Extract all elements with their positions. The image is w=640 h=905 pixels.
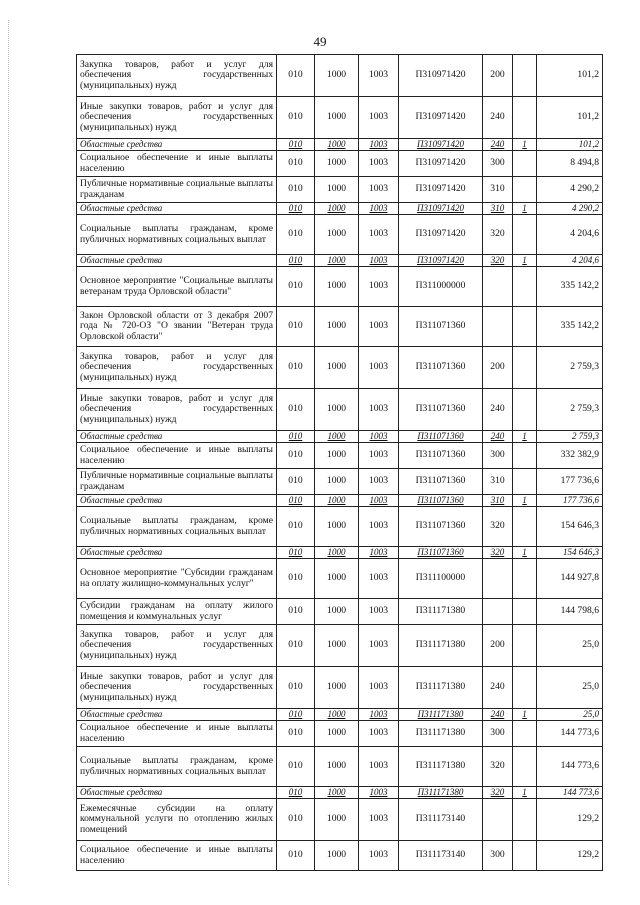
row-amount-cell: 2 759,3 bbox=[537, 347, 603, 389]
row-subsection-cell: 1003 bbox=[359, 151, 399, 177]
row-expense-type-cell: 310 bbox=[483, 495, 513, 507]
table-body bbox=[77, 55, 603, 871]
row-source-cell bbox=[513, 667, 537, 709]
row-amount-cell: 335 142,2 bbox=[537, 267, 603, 307]
row-section-cell: 1000 bbox=[315, 267, 359, 307]
row-amount-cell: 2 759,3 bbox=[537, 431, 603, 443]
row-section-cell: 1000 bbox=[315, 667, 359, 709]
row-name-cell: Ежемесячные субсидии на оплату коммунальной услуги по отоплению жилых помещений bbox=[77, 799, 277, 841]
row-source-cell bbox=[513, 215, 537, 255]
row-target-article-cell: П310971420 bbox=[399, 203, 483, 215]
row-section-cell: 1000 bbox=[315, 389, 359, 431]
row-expense-type-cell: 300 bbox=[483, 151, 513, 177]
row-expense-type-cell bbox=[483, 599, 513, 625]
row-section-cell: 1000 bbox=[315, 721, 359, 747]
row-grbs-cell: 010 bbox=[277, 151, 315, 177]
row-source-cell bbox=[513, 559, 537, 599]
row-source-cell bbox=[513, 347, 537, 389]
budget-table bbox=[76, 54, 603, 871]
row-name-cell: Социальное обеспечение и иные выплаты населению bbox=[77, 443, 277, 469]
row-name-cell: Социальное обеспечение и иные выплаты населению bbox=[77, 151, 277, 177]
row-name-cell: Социальное обеспечение и иные выплаты населению bbox=[77, 721, 277, 747]
row-subsection-cell: 1003 bbox=[359, 255, 399, 267]
table-row bbox=[77, 307, 603, 347]
row-amount-cell: 154 646,3 bbox=[537, 507, 603, 547]
row-expense-type-cell: 320 bbox=[483, 215, 513, 255]
row-name-cell: Социальные выплаты гражданам, кроме публичных нормативных социальных выплат bbox=[77, 507, 277, 547]
row-target-article-cell: П311071360 bbox=[399, 495, 483, 507]
row-amount-cell: 4 204,6 bbox=[537, 215, 603, 255]
row-target-article-cell: П311071360 bbox=[399, 469, 483, 495]
table-row bbox=[77, 799, 603, 841]
table-row bbox=[77, 841, 603, 871]
row-target-article-cell: П311071360 bbox=[399, 347, 483, 389]
row-source-cell: 1 bbox=[513, 255, 537, 267]
row-grbs-cell: 010 bbox=[277, 709, 315, 721]
row-amount-cell: 4 290,2 bbox=[537, 177, 603, 203]
row-grbs-cell: 010 bbox=[277, 559, 315, 599]
table-row bbox=[77, 787, 603, 799]
row-target-article-cell: П310971420 bbox=[399, 55, 483, 97]
row-target-article-cell: П311000000 bbox=[399, 267, 483, 307]
row-grbs-cell: 010 bbox=[277, 97, 315, 139]
row-grbs-cell: 010 bbox=[277, 215, 315, 255]
row-subsection-cell: 1003 bbox=[359, 97, 399, 139]
table-row bbox=[77, 431, 603, 443]
row-expense-type-cell: 320 bbox=[483, 787, 513, 799]
row-subsection-cell: 1003 bbox=[359, 667, 399, 709]
row-section-cell: 1000 bbox=[315, 747, 359, 787]
table-row bbox=[77, 203, 603, 215]
row-name-cell: Публичные нормативные социальные выплаты гражданам bbox=[77, 177, 277, 203]
row-grbs-cell: 010 bbox=[277, 747, 315, 787]
row-name-cell: Публичные нормативные социальные выплаты гражданам bbox=[77, 469, 277, 495]
row-name-cell: Закупка товаров, работ и услуг для обеспечения государственных (муниципальных) нужд bbox=[77, 347, 277, 389]
table-row bbox=[77, 215, 603, 255]
row-grbs-cell: 010 bbox=[277, 495, 315, 507]
row-grbs-cell: 010 bbox=[277, 443, 315, 469]
row-name-cell: Областные средства bbox=[77, 255, 277, 267]
row-target-article-cell: П311173140 bbox=[399, 799, 483, 841]
table-row bbox=[77, 151, 603, 177]
row-amount-cell: 144 927,8 bbox=[537, 559, 603, 599]
row-grbs-cell: 010 bbox=[277, 307, 315, 347]
row-amount-cell: 129,2 bbox=[537, 841, 603, 871]
row-subsection-cell: 1003 bbox=[359, 625, 399, 667]
row-grbs-cell: 010 bbox=[277, 267, 315, 307]
row-name-cell: Областные средства bbox=[77, 547, 277, 559]
row-expense-type-cell: 200 bbox=[483, 55, 513, 97]
row-subsection-cell: 1003 bbox=[359, 307, 399, 347]
row-subsection-cell: 1003 bbox=[359, 787, 399, 799]
row-expense-type-cell: 240 bbox=[483, 389, 513, 431]
row-name-cell: Основное мероприятие "Субсидии гражданам на оплату жилищно-коммунальных услуг" bbox=[77, 559, 277, 599]
row-source-cell bbox=[513, 55, 537, 97]
row-subsection-cell: 1003 bbox=[359, 389, 399, 431]
row-subsection-cell: 1003 bbox=[359, 215, 399, 255]
table-row bbox=[77, 255, 603, 267]
row-source-cell: 1 bbox=[513, 495, 537, 507]
row-subsection-cell: 1003 bbox=[359, 177, 399, 203]
row-source-cell: 1 bbox=[513, 547, 537, 559]
row-section-cell: 1000 bbox=[315, 431, 359, 443]
row-expense-type-cell: 320 bbox=[483, 255, 513, 267]
table-row bbox=[77, 347, 603, 389]
row-subsection-cell: 1003 bbox=[359, 559, 399, 599]
row-subsection-cell: 1003 bbox=[359, 721, 399, 747]
row-subsection-cell: 1003 bbox=[359, 431, 399, 443]
row-source-cell bbox=[513, 267, 537, 307]
table-row bbox=[77, 267, 603, 307]
row-expense-type-cell: 240 bbox=[483, 97, 513, 139]
row-source-cell: 1 bbox=[513, 709, 537, 721]
row-grbs-cell: 010 bbox=[277, 389, 315, 431]
row-subsection-cell: 1003 bbox=[359, 267, 399, 307]
row-source-cell: 1 bbox=[513, 203, 537, 215]
row-name-cell: Социальные выплаты гражданам, кроме публичных нормативных социальных выплат bbox=[77, 747, 277, 787]
row-section-cell: 1000 bbox=[315, 625, 359, 667]
row-subsection-cell: 1003 bbox=[359, 547, 399, 559]
row-target-article-cell: П311173140 bbox=[399, 841, 483, 871]
row-target-article-cell: П311071360 bbox=[399, 547, 483, 559]
row-name-cell: Иные закупки товаров, работ и услуг для обеспечения государственных (муниципальных) нужд bbox=[77, 667, 277, 709]
row-target-article-cell: П310971420 bbox=[399, 151, 483, 177]
row-name-cell: Закупка товаров, работ и услуг для обеспечения государственных (муниципальных) нужд bbox=[77, 55, 277, 97]
row-amount-cell: 8 494,8 bbox=[537, 151, 603, 177]
row-expense-type-cell: 200 bbox=[483, 347, 513, 389]
row-source-cell bbox=[513, 721, 537, 747]
row-subsection-cell: 1003 bbox=[359, 55, 399, 97]
row-section-cell: 1000 bbox=[315, 547, 359, 559]
binding-margin-line bbox=[8, 20, 10, 885]
row-amount-cell: 25,0 bbox=[537, 625, 603, 667]
row-subsection-cell: 1003 bbox=[359, 443, 399, 469]
row-source-cell: 1 bbox=[513, 787, 537, 799]
row-amount-cell: 101,2 bbox=[537, 97, 603, 139]
row-source-cell bbox=[513, 177, 537, 203]
row-amount-cell: 177 736,6 bbox=[537, 495, 603, 507]
table-row bbox=[77, 443, 603, 469]
row-name-cell: Иные закупки товаров, работ и услуг для обеспечения государственных (муниципальных) нужд bbox=[77, 97, 277, 139]
row-name-cell: Областные средства bbox=[77, 495, 277, 507]
row-amount-cell: 144 798,6 bbox=[537, 599, 603, 625]
row-amount-cell: 177 736,6 bbox=[537, 469, 603, 495]
row-section-cell: 1000 bbox=[315, 177, 359, 203]
row-name-cell: Основное мероприятие "Социальные выплаты ветеранам труда Орловской области" bbox=[77, 267, 277, 307]
row-section-cell: 1000 bbox=[315, 799, 359, 841]
table-row bbox=[77, 507, 603, 547]
row-name-cell: Субсидии гражданам на оплату жилого помещения и коммунальных услуг bbox=[77, 599, 277, 625]
row-target-article-cell: П311071360 bbox=[399, 507, 483, 547]
row-name-cell: Областные средства bbox=[77, 203, 277, 215]
row-target-article-cell: П310971420 bbox=[399, 139, 483, 151]
row-target-article-cell: П311171380 bbox=[399, 625, 483, 667]
row-source-cell bbox=[513, 599, 537, 625]
row-amount-cell: 2 759,3 bbox=[537, 389, 603, 431]
row-target-article-cell: П310971420 bbox=[399, 215, 483, 255]
row-grbs-cell: 010 bbox=[277, 841, 315, 871]
row-name-cell: Областные средства bbox=[77, 709, 277, 721]
row-source-cell bbox=[513, 469, 537, 495]
row-grbs-cell: 010 bbox=[277, 255, 315, 267]
row-subsection-cell: 1003 bbox=[359, 495, 399, 507]
row-amount-cell: 154 646,3 bbox=[537, 547, 603, 559]
row-expense-type-cell bbox=[483, 307, 513, 347]
table-row bbox=[77, 389, 603, 431]
row-expense-type-cell bbox=[483, 559, 513, 599]
row-name-cell: Областные средства bbox=[77, 431, 277, 443]
row-amount-cell: 25,0 bbox=[537, 709, 603, 721]
table-row bbox=[77, 97, 603, 139]
row-target-article-cell: П311171380 bbox=[399, 747, 483, 787]
row-expense-type-cell: 320 bbox=[483, 547, 513, 559]
row-grbs-cell: 010 bbox=[277, 667, 315, 709]
row-target-article-cell: П311071360 bbox=[399, 389, 483, 431]
row-target-article-cell: П311171380 bbox=[399, 599, 483, 625]
table-row bbox=[77, 469, 603, 495]
row-grbs-cell: 010 bbox=[277, 55, 315, 97]
row-amount-cell: 144 773,6 bbox=[537, 721, 603, 747]
table-row bbox=[77, 747, 603, 787]
row-target-article-cell: П311100000 bbox=[399, 559, 483, 599]
row-expense-type-cell: 240 bbox=[483, 709, 513, 721]
row-section-cell: 1000 bbox=[315, 443, 359, 469]
row-source-cell bbox=[513, 151, 537, 177]
row-name-cell: Социальное обеспечение и иные выплаты населению bbox=[77, 841, 277, 871]
row-source-cell bbox=[513, 443, 537, 469]
row-grbs-cell: 010 bbox=[277, 347, 315, 389]
row-name-cell: Областные средства bbox=[77, 787, 277, 799]
row-section-cell: 1000 bbox=[315, 203, 359, 215]
row-amount-cell: 129,2 bbox=[537, 799, 603, 841]
row-amount-cell: 144 773,6 bbox=[537, 787, 603, 799]
row-name-cell: Областные средства bbox=[77, 139, 277, 151]
row-source-cell bbox=[513, 97, 537, 139]
table-row bbox=[77, 55, 603, 97]
row-target-article-cell: П311071360 bbox=[399, 443, 483, 469]
row-expense-type-cell bbox=[483, 799, 513, 841]
row-amount-cell: 25,0 bbox=[537, 667, 603, 709]
row-subsection-cell: 1003 bbox=[359, 841, 399, 871]
row-grbs-cell: 010 bbox=[277, 599, 315, 625]
table-row bbox=[77, 495, 603, 507]
row-section-cell: 1000 bbox=[315, 559, 359, 599]
row-section-cell: 1000 bbox=[315, 347, 359, 389]
row-amount-cell: 4 290,2 bbox=[537, 203, 603, 215]
table-row bbox=[77, 177, 603, 203]
row-source-cell bbox=[513, 747, 537, 787]
row-expense-type-cell: 300 bbox=[483, 443, 513, 469]
row-expense-type-cell: 300 bbox=[483, 721, 513, 747]
row-grbs-cell: 010 bbox=[277, 721, 315, 747]
row-section-cell: 1000 bbox=[315, 215, 359, 255]
row-amount-cell: 335 142,2 bbox=[537, 307, 603, 347]
row-amount-cell: 101,2 bbox=[537, 55, 603, 97]
row-grbs-cell: 010 bbox=[277, 177, 315, 203]
row-source-cell bbox=[513, 841, 537, 871]
row-source-cell: 1 bbox=[513, 431, 537, 443]
row-subsection-cell: 1003 bbox=[359, 347, 399, 389]
row-amount-cell: 4 204,6 bbox=[537, 255, 603, 267]
row-target-article-cell: П310971420 bbox=[399, 177, 483, 203]
row-name-cell: Закупка товаров, работ и услуг для обеспечения государственных (муниципальных) нужд bbox=[77, 625, 277, 667]
row-expense-type-cell: 300 bbox=[483, 841, 513, 871]
row-subsection-cell: 1003 bbox=[359, 599, 399, 625]
row-section-cell: 1000 bbox=[315, 307, 359, 347]
table-row bbox=[77, 139, 603, 151]
table-row bbox=[77, 667, 603, 709]
row-source-cell bbox=[513, 389, 537, 431]
row-subsection-cell: 1003 bbox=[359, 799, 399, 841]
table-row bbox=[77, 559, 603, 599]
row-source-cell bbox=[513, 507, 537, 547]
row-name-cell: Иные закупки товаров, работ и услуг для обеспечения государственных (муниципальных) нужд bbox=[77, 389, 277, 431]
row-grbs-cell: 010 bbox=[277, 469, 315, 495]
row-section-cell: 1000 bbox=[315, 495, 359, 507]
table-row bbox=[77, 709, 603, 721]
row-expense-type-cell: 240 bbox=[483, 139, 513, 151]
row-section-cell: 1000 bbox=[315, 469, 359, 495]
table-row bbox=[77, 625, 603, 667]
row-grbs-cell: 010 bbox=[277, 431, 315, 443]
row-expense-type-cell: 240 bbox=[483, 431, 513, 443]
row-target-article-cell: П310971420 bbox=[399, 255, 483, 267]
row-subsection-cell: 1003 bbox=[359, 507, 399, 547]
row-section-cell: 1000 bbox=[315, 151, 359, 177]
row-source-cell bbox=[513, 799, 537, 841]
row-grbs-cell: 010 bbox=[277, 799, 315, 841]
row-section-cell: 1000 bbox=[315, 97, 359, 139]
row-target-article-cell: П311171380 bbox=[399, 667, 483, 709]
row-target-article-cell: П311171380 bbox=[399, 787, 483, 799]
row-section-cell: 1000 bbox=[315, 139, 359, 151]
row-grbs-cell: 010 bbox=[277, 507, 315, 547]
row-grbs-cell: 010 bbox=[277, 787, 315, 799]
row-source-cell bbox=[513, 307, 537, 347]
row-grbs-cell: 010 bbox=[277, 547, 315, 559]
row-expense-type-cell: 240 bbox=[483, 667, 513, 709]
row-amount-cell: 332 382,9 bbox=[537, 443, 603, 469]
table-row bbox=[77, 721, 603, 747]
row-expense-type-cell: 320 bbox=[483, 507, 513, 547]
row-subsection-cell: 1003 bbox=[359, 709, 399, 721]
row-target-article-cell: П311171380 bbox=[399, 721, 483, 747]
row-section-cell: 1000 bbox=[315, 599, 359, 625]
row-amount-cell: 101,2 bbox=[537, 139, 603, 151]
row-section-cell: 1000 bbox=[315, 841, 359, 871]
row-expense-type-cell: 310 bbox=[483, 203, 513, 215]
row-section-cell: 1000 bbox=[315, 709, 359, 721]
row-expense-type-cell: 320 bbox=[483, 747, 513, 787]
row-grbs-cell: 010 bbox=[277, 625, 315, 667]
row-expense-type-cell: 310 bbox=[483, 469, 513, 495]
row-expense-type-cell: 310 bbox=[483, 177, 513, 203]
row-target-article-cell: П311071360 bbox=[399, 307, 483, 347]
row-name-cell: Закон Орловской области от 3 декабря 2007 года № 720-ОЗ "О звании "Ветеран труда Орловской области" bbox=[77, 307, 277, 347]
row-subsection-cell: 1003 bbox=[359, 747, 399, 787]
row-subsection-cell: 1003 bbox=[359, 469, 399, 495]
row-amount-cell: 144 773,6 bbox=[537, 747, 603, 787]
row-subsection-cell: 1003 bbox=[359, 139, 399, 151]
row-source-cell bbox=[513, 625, 537, 667]
row-expense-type-cell bbox=[483, 267, 513, 307]
row-section-cell: 1000 bbox=[315, 255, 359, 267]
row-target-article-cell: П311071360 bbox=[399, 431, 483, 443]
page-number: 49 bbox=[313, 34, 327, 49]
row-grbs-cell: 010 bbox=[277, 203, 315, 215]
row-target-article-cell: П310971420 bbox=[399, 97, 483, 139]
row-source-cell: 1 bbox=[513, 139, 537, 151]
row-section-cell: 1000 bbox=[315, 507, 359, 547]
row-section-cell: 1000 bbox=[315, 55, 359, 97]
row-section-cell: 1000 bbox=[315, 787, 359, 799]
row-target-article-cell: П311171380 bbox=[399, 709, 483, 721]
row-expense-type-cell: 200 bbox=[483, 625, 513, 667]
row-grbs-cell: 010 bbox=[277, 139, 315, 151]
table-row bbox=[77, 599, 603, 625]
row-name-cell: Социальные выплаты гражданам, кроме публичных нормативных социальных выплат bbox=[77, 215, 277, 255]
row-subsection-cell: 1003 bbox=[359, 203, 399, 215]
table-row bbox=[77, 547, 603, 559]
